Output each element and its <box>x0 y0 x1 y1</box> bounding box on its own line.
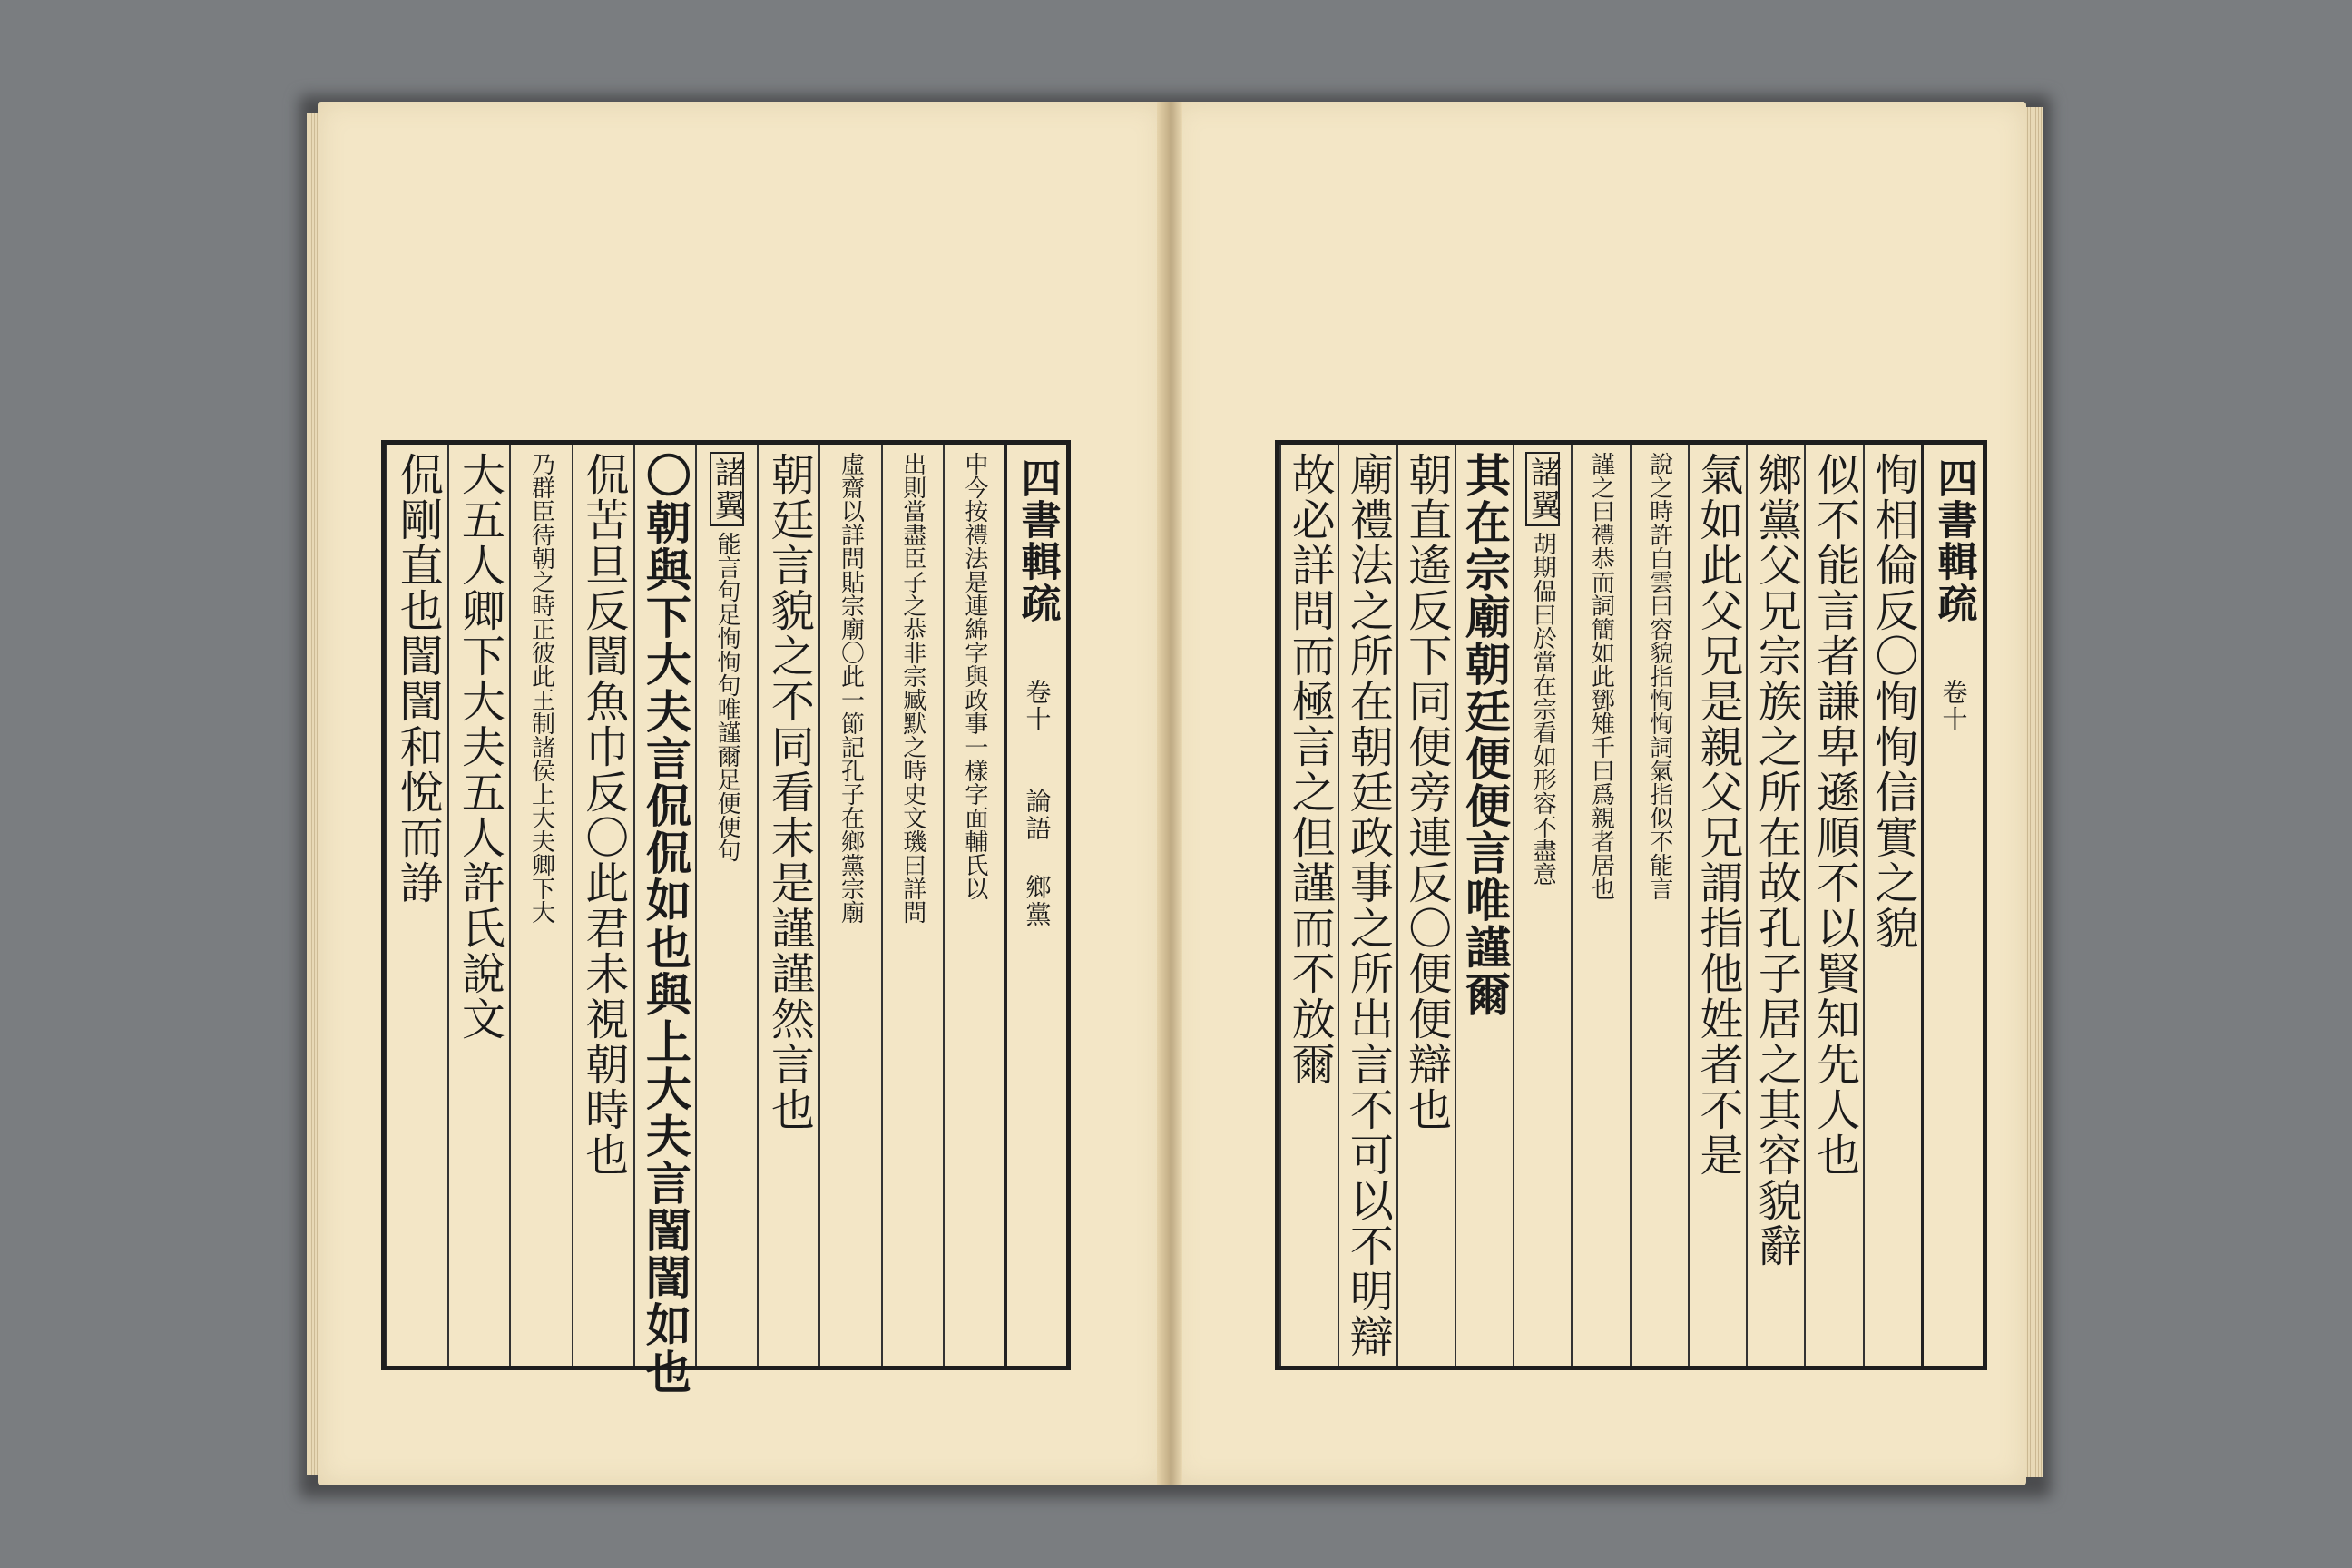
column-text: 廟禮法之所在朝廷政事之所出言不可以不明辯 <box>1342 452 1394 1359</box>
text-column <box>447 445 509 1366</box>
text-column <box>818 445 880 1366</box>
column-text: 謹之曰禮恭而詞簡如此鄧雉千曰爲親者居也 <box>1587 452 1615 900</box>
text-column <box>1396 445 1455 1366</box>
text-column <box>1338 445 1396 1366</box>
annotation-tag: 諸翼 <box>1525 452 1560 526</box>
left-text-frame <box>381 440 1071 1396</box>
text-column <box>1863 445 1921 1366</box>
column-text: 虛齋以詳問貼宗廟〇此一節記孔子在鄉黨宗廟 <box>837 452 865 924</box>
book-gutter <box>1157 102 1182 1485</box>
column-text: 乃群臣待朝之時正彼此王制諸侯上大夫卿下大 <box>527 452 555 924</box>
text-column <box>695 445 757 1366</box>
left-band-section: 論語 鄉黨 <box>1022 788 1053 928</box>
column-text: 其在宗廟朝廷便便言唯謹爾 <box>1457 452 1512 1018</box>
text-column <box>1279 445 1338 1366</box>
column-text: 能言句足恂恂句唯謹爾足便便句 <box>713 532 741 862</box>
column-text: 朝直遙反下同便旁連反〇便便辯也 <box>1400 452 1452 1132</box>
column-text: 似不能言者謙卑遜順不以賢知先人也 <box>1808 452 1860 1178</box>
text-column <box>1630 445 1688 1366</box>
right-page-band <box>1921 445 1983 1366</box>
column-text: 大五人卿下大夫五人許氏說文 <box>454 452 505 1042</box>
text-column <box>509 445 571 1366</box>
left-band-volume: 卷十 <box>1022 679 1053 733</box>
column-text: 鄉黨父兄宗族之所在故孔子居之其容貌辭 <box>1750 452 1802 1269</box>
column-text: 故必詳問而極言之但謹而不放爾 <box>1284 452 1336 1087</box>
text-column <box>757 445 818 1366</box>
right-band-title: 四書輯疏 <box>1930 457 1977 624</box>
show-through-left <box>635 163 695 205</box>
text-column <box>1804 445 1862 1366</box>
column-text: 說之時許白雲曰容貌指恂恂詞氣指似不能言 <box>1645 452 1673 900</box>
column-text: 朝廷言貌之不同看末是謹謹然言也 <box>763 452 815 1132</box>
left-band-title: 四書輯疏 <box>1014 457 1061 624</box>
left-page-band <box>1004 445 1066 1366</box>
text-column <box>881 445 943 1366</box>
text-column <box>572 445 633 1366</box>
column-text: 恂相倫反〇恂恂信實之貌 <box>1867 452 1918 951</box>
column-text: 胡期偘曰於當在宗看如形容不盡意 <box>1529 532 1557 886</box>
column-text: 侃剛直也誾誾和悅而諍 <box>392 452 444 906</box>
column-text: 〇朝與下大夫言侃侃如也與上大夫言誾誾如也 <box>638 452 692 1396</box>
text-column <box>1571 445 1629 1366</box>
text-column <box>943 445 1004 1366</box>
column-text: 氣如此父兄是親父兄謂指他姓者不是 <box>1692 452 1744 1178</box>
text-column <box>1688 445 1746 1366</box>
right-text-frame <box>1275 440 1987 1370</box>
text-column <box>1455 445 1513 1366</box>
text-column <box>1746 445 1804 1366</box>
show-through-right <box>1633 163 1693 205</box>
annotation-tag: 諸翼 <box>710 452 744 526</box>
text-column <box>386 445 447 1366</box>
text-column <box>1513 445 1571 1366</box>
column-text: 侃苦旦反誾魚巾反〇此君未視朝時也 <box>577 452 629 1178</box>
column-text: 中今按禮法是連綿字與政事一樣字面輔氏以 <box>960 452 988 900</box>
text-column <box>633 445 695 1396</box>
right-band-volume: 卷十 <box>1938 679 1969 733</box>
column-text: 出則當盡臣子之恭非宗臧默之時史文璣曰詳問 <box>898 452 926 924</box>
